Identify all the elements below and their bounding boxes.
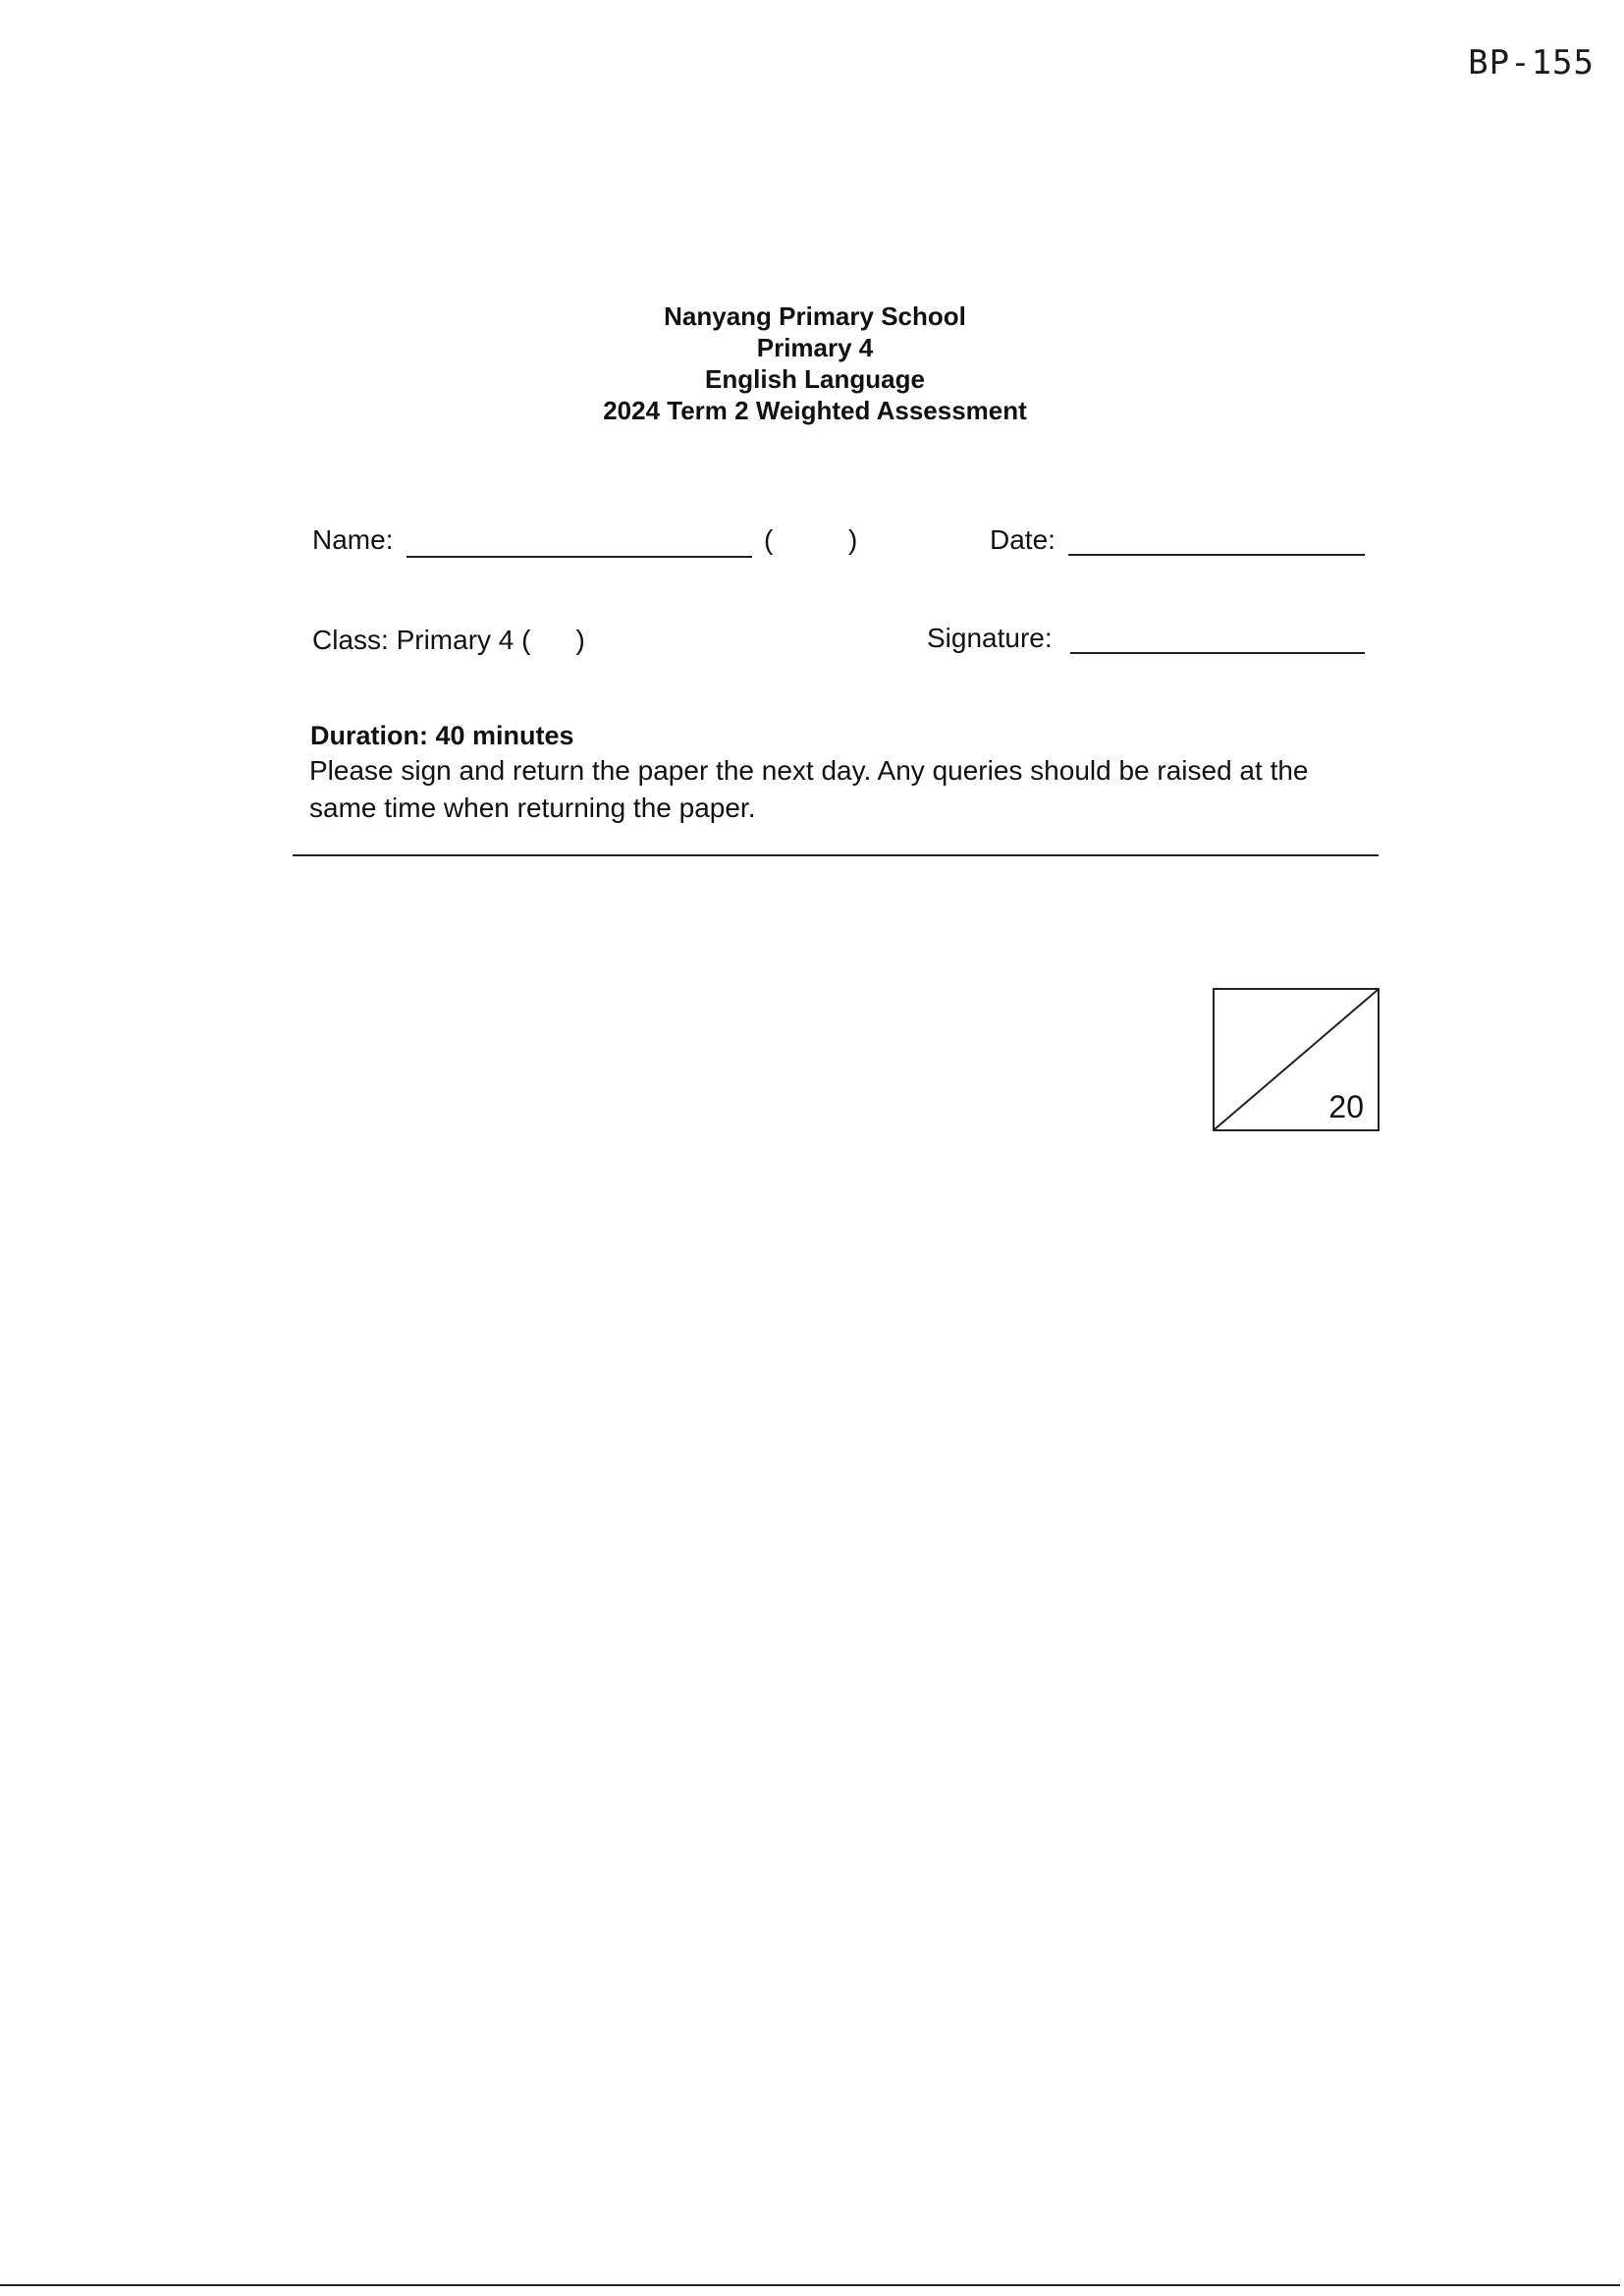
index-number-close-paren: ) bbox=[848, 524, 858, 555]
bottom-page-rule bbox=[0, 2284, 1620, 2286]
class-row bbox=[312, 625, 585, 656]
score-box bbox=[1213, 988, 1380, 1131]
duration-heading: Duration: 40 minutes bbox=[310, 721, 574, 750]
date-label: Date: bbox=[990, 524, 1056, 555]
score-total: 20 bbox=[1328, 1089, 1364, 1124]
signature-label: Signature: bbox=[927, 623, 1053, 653]
paper-header bbox=[0, 301, 1624, 426]
school-name: Nanyang Primary School bbox=[664, 301, 966, 331]
grade-level: Primary 4 bbox=[756, 333, 874, 362]
class-label: Class: Primary 4 ( bbox=[312, 625, 531, 655]
instructions-text: Please sign and return the paper the next day. Any queries should be raised at the same time when returning the paper. bbox=[309, 755, 1309, 823]
name-field[interactable] bbox=[406, 556, 752, 558]
subject-name: English Language bbox=[705, 364, 925, 394]
date-field[interactable] bbox=[1068, 554, 1365, 556]
signature-field[interactable] bbox=[1070, 652, 1365, 654]
name-label: Name: bbox=[312, 524, 394, 555]
class-close-paren: ) bbox=[575, 625, 585, 655]
document-reference-code: BP-155 bbox=[1468, 43, 1595, 82]
assessment-title: 2024 Term 2 Weighted Assessment bbox=[603, 396, 1027, 425]
index-number-open-paren: ( bbox=[764, 524, 774, 555]
header-divider bbox=[293, 854, 1379, 856]
